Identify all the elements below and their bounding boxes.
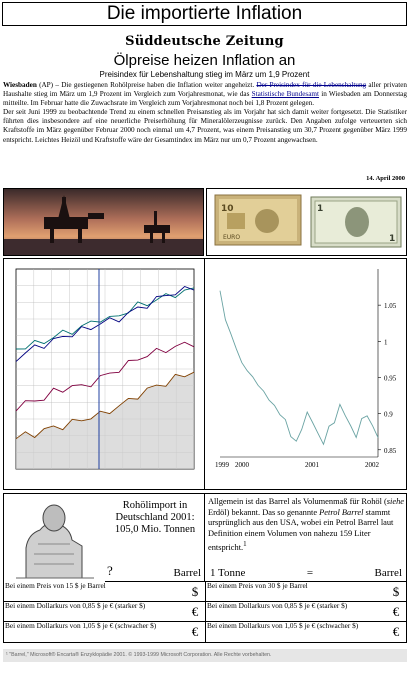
y-tick-label: 0.9 [384,410,393,419]
x-tick-label: 2001 [305,461,319,469]
table-row [4,602,406,622]
x-tick-label: 2000 [235,461,249,469]
row-label-left: Bei einem Dollarkurs von 0,85 $ je € (starker $) [5,601,146,610]
row-label-right: Bei einem Dollarkurs von 0,85 $ je € (starker $) [207,601,348,610]
equation-equals: = [306,567,314,579]
article-subheadline: Preisindex für Lebenshaltung stieg im März um 1,9 Prozent [99,70,310,79]
crude-import-value[interactable]: ? [107,563,113,578]
barrel-text: Erdöl) bekannt. Das so genannte [208,507,320,517]
equation-right: Barrel [374,567,402,579]
equation-left: 1 Tonne [210,567,246,579]
row-label-right: Bei einem Dollarkurs von 1,05 $ je € (schwacher $) [207,621,359,630]
row-label-right: Bei einem Preis von 30 $ je Barrel [207,581,308,590]
dollar-symbol[interactable]: $ [392,584,400,599]
svg-text:1: 1 [317,204,324,214]
currency-notes-image [206,188,407,256]
barrel-siehe: siehe [386,497,405,506]
article-text: in Wiesbaden am Donnerstag mitteilte. Im Februar hatte die Zuwachsrate im Vergleich zum Vorjahresmonat noch bei 1,8 Prozent gelegen. [3,90,407,108]
series-line [220,291,378,445]
euro-symbol[interactable]: € [191,624,199,639]
calculation-table [3,493,407,643]
tonne-barrel-equation [210,567,402,579]
article-link-preisindex[interactable]: Der Preisindex für die Lebenshaltung [256,81,367,89]
x-tick-label: 1999 [215,461,229,469]
article-headline: Ölpreise heizen Inflation an [113,52,296,69]
euro-symbol[interactable]: € [392,604,400,619]
article-text: aller privaten Haushalte stieg im März um 1,9 Prozent im Vergleich zum Vorjahresmonat, wie das [3,81,408,99]
article-paragraph-2: Der seit Juni 1999 zu beobachtende Trend zu einem schnellen Preisanstieg als im Vorjahr hat sich damit weiter fortgesetzt. Die Statistiker führten dies insbesondere auf eine neuerliche Preiserhöhung für Mineralölerzeugnisse zurück. Den Angaben zufolge verteuerten sich Kraftstoffe im März gegenüber Februar 2000 noch einmal um 4,7 Prozent, was einem Preisanstieg um 30,7 Prozent gegenüber März 1999 entspricht. Leichtes Heizöl und Kraftstoffe wäre der Gesamtindex im März nur um 0,7 Prozent angewachsen. [3,108,407,144]
svg-text:EURO: EURO [223,234,241,241]
image-row [3,188,407,256]
barrel-text: Allgemein ist das Barrel als Volumenmaß für Rohöl ( [208,497,387,506]
article-place: Wiesbaden [3,81,37,89]
svg-text:10: 10 [221,204,234,214]
dollar-symbol[interactable]: $ [191,584,199,599]
barrel-definition-box [205,494,406,582]
x-tick-label: 2002 [365,461,379,469]
y-tick-label: 1 [384,338,388,347]
footnote-marker: 1 [243,540,247,548]
row-label-left: Bei einem Dollarkurs von 1,05 $ je € (schwacher $) [5,621,157,630]
article-text: (AP) – Die gestiegenen Rohölpreise haben die Inflation weiter angeheizt. [36,81,257,89]
y-tick-label: 0.85 [384,446,397,455]
y-tick-label: 0.95 [384,374,397,383]
article-link-bundesamt[interactable]: Statistische Bundesamt [251,90,319,99]
crude-import-title: Rohölimport in Deutschland 2001: 105,0 Mio. Tonnen [114,500,196,535]
newspaper-masthead: Süddeutsche Zeitung [125,34,284,49]
article-body [3,81,407,145]
table-row [4,582,406,602]
article-paragraph-1 [3,81,407,108]
exchange-rate-chart-svg [206,259,407,489]
table-row [4,622,406,642]
oil-platform-photo [3,188,204,256]
row-label-left: Bei einem Preis von 15 $ je Barrel [5,581,106,590]
crude-import-box [105,494,205,582]
page-title: Die importierte Inflation [106,3,303,24]
euro-symbol[interactable]: € [392,624,400,639]
oil-price-chart-svg [4,259,205,489]
article-date: 14. April 2000 [366,175,405,182]
euro-symbol[interactable]: € [191,604,199,619]
charts-panel [3,258,407,490]
portrait-engraving [4,494,105,582]
barrel-definition-text [208,497,404,553]
y-tick-label: 1.05 [384,302,397,311]
crude-import-unit: Barrel [173,567,201,579]
page-title-box [2,2,407,26]
barrel-text: stammt ursprünglich aus den USA, wobei ein Petrol Barrel laut Definition einem Volumen von nahezu 159 Liter entspricht. [208,507,394,552]
chart-euro-dollar [206,259,407,489]
barrel-petrol: Petrol Barrel [319,507,364,517]
footnote: ¹ "Barrel," Microsoft® Encarta® Enzyklopädie 2001. © 1993-1999 Microsoft Corporation. Alle Rechte vorbehalten. [3,649,407,662]
chart-oil-prices [4,259,205,489]
svg-text:1: 1 [389,234,396,244]
